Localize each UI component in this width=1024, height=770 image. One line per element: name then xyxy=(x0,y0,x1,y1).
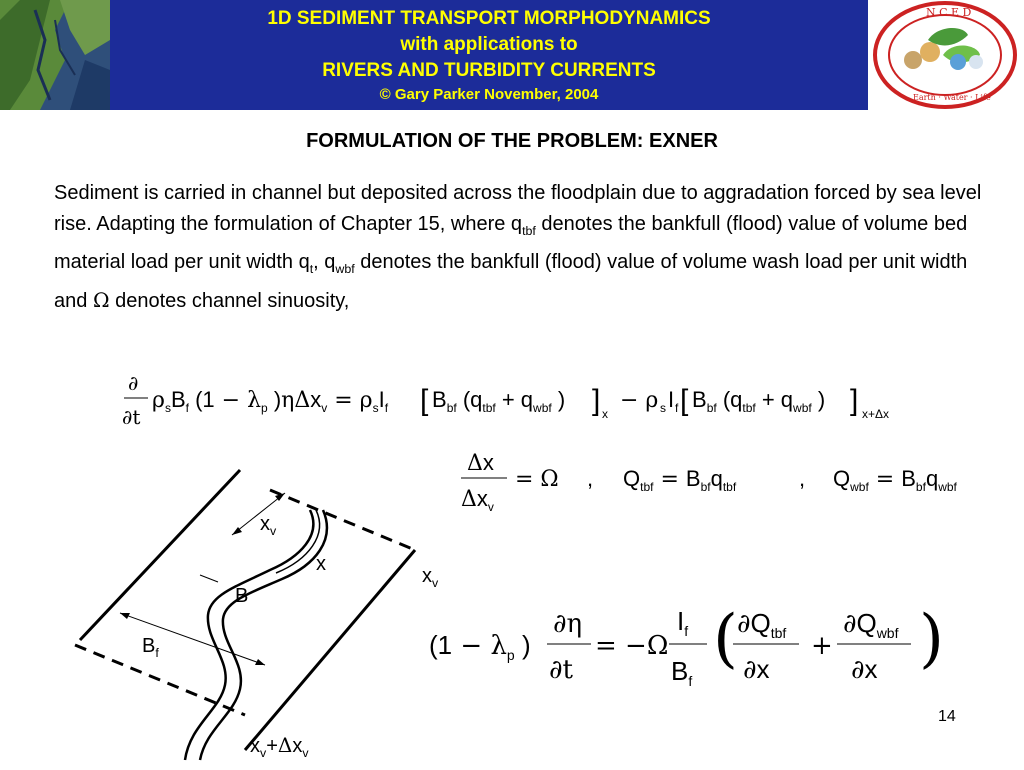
nced-logo xyxy=(868,0,1024,110)
title-band xyxy=(110,0,868,110)
svg-text:x: x xyxy=(602,407,608,421)
para-text-3: , q xyxy=(313,251,336,273)
svg-text:[: [ xyxy=(420,384,429,417)
svg-text:f: f xyxy=(675,401,679,415)
svg-text:): ) xyxy=(919,602,944,676)
svg-text:(: ( xyxy=(713,602,738,676)
exner-equation-final xyxy=(425,598,955,698)
svg-text:N C E D: N C E D xyxy=(926,6,972,19)
label-Bf: $B_f$ xyxy=(142,635,159,660)
para-sub-tbf: tbf xyxy=(522,224,536,238)
svg-text:ρsBf (1 − λp )ηΔxv = ρsIf: $\rho_sB_f$ ($1 - \lambda_p$ )$\eta\Delta x_v = \rho_sI_f$ xyxy=(152,387,389,415)
label-xv-top: $x_v$ xyxy=(260,513,277,538)
label-B: B xyxy=(235,585,249,607)
svg-text:]: ] xyxy=(850,384,859,417)
svg-text:Qwbf = Bbfqwbf: $Q_{wbf} = B_{bf}q_{wbf}$ xyxy=(833,466,957,494)
svg-text:]: ] xyxy=(592,384,601,417)
svg-text:Qtbf = Bbfqtbf: $Q_{tbf} = B_{bf}q_{tbf}$ xyxy=(623,466,737,494)
label-xv-right: $x_v$ xyxy=(422,565,439,590)
svg-text:= Ω: = Ω xyxy=(515,467,559,492)
svg-text:= −Ω: = −Ω xyxy=(595,631,669,661)
header-title-line-3: RIVERS AND TURBIDITY CURRENTS xyxy=(322,60,656,81)
para-text-4: denotes the bankfull (flood) value of volume wash load per unit width and xyxy=(54,251,968,312)
label-x: x xyxy=(316,553,326,575)
svg-text:,: , xyxy=(587,466,594,491)
para-text-5: denotes channel sinuosity, xyxy=(109,290,350,312)
body-paragraph xyxy=(54,178,994,317)
svg-text:,: , xyxy=(799,466,806,491)
definitions-equation xyxy=(455,448,1015,523)
omega-symbol: Ω xyxy=(92,288,110,312)
svg-text:+: + xyxy=(811,631,833,661)
svg-text:∂x: ∂x xyxy=(851,654,878,685)
svg-text:∂x: ∂x xyxy=(743,654,770,685)
svg-text:Δx: Δx xyxy=(467,450,494,476)
svg-text:∂Qwbf: $\partial Q_{wbf}$ xyxy=(843,608,899,641)
svg-text:∂: ∂ xyxy=(128,371,139,395)
slide-header xyxy=(0,0,1024,110)
slide-heading: FORMULATION OF THE PROBLEM: EXNER xyxy=(306,130,718,152)
svg-text:x+Δx: x+Δx xyxy=(862,407,890,421)
satellite-delta-image xyxy=(0,0,110,110)
para-sub-wbf: wbf xyxy=(335,262,355,276)
svg-text:Δxv: $\Delta x_v$ xyxy=(461,486,494,514)
header-title-line-2: with applications to xyxy=(400,34,578,55)
header-title-line-1: 1D SEDIMENT TRANSPORT MORPHODYNAMICS xyxy=(267,8,711,29)
para-text-2: denotes the bankfull (flood) value of volume bed material load per unit width q xyxy=(54,213,968,273)
svg-text:∂t: ∂t xyxy=(549,655,573,685)
svg-text:∂t: ∂t xyxy=(122,405,141,429)
svg-text:s: s xyxy=(660,401,666,415)
svg-text:∂η: ∂η xyxy=(553,609,583,639)
svg-text:If: $I_f$ xyxy=(677,606,689,639)
para-sub-t: t xyxy=(309,262,314,276)
svg-text:Bbf (qtbf + qwbf ): $B_{bf}$ ($q_{tbf} + q_{wbf}$ ) xyxy=(432,387,566,415)
label-xv-plus-dxv: $x_v+\Delta x_v$ xyxy=(250,733,309,760)
floodplain-diagram xyxy=(60,465,460,765)
svg-text:[: [ xyxy=(680,384,689,417)
svg-text:Earth · Water · Life: Earth · Water · Life xyxy=(913,93,991,102)
svg-text:Bbf (qtbf + qwbf ): $B_{bf}$ ($q_{tbf} + q_{wbf}$ ) xyxy=(692,387,826,415)
svg-text:I: I xyxy=(668,387,675,412)
svg-text:Bf: $B_f$ xyxy=(671,656,693,689)
para-text-1: Sediment is carried in channel but deposited across the floodplain due to aggradation forced by sea level rise. Adapting the formulation of Chapter 15, where q xyxy=(54,182,982,235)
header-copyright: © Gary Parker November, 2004 xyxy=(379,86,599,103)
exner-equation-main xyxy=(120,368,920,443)
svg-text:− ρ: − ρ xyxy=(620,388,659,413)
svg-text:∂Qtbf: $\partial Q_{tbf}$ xyxy=(737,608,787,641)
page-number: 14 xyxy=(938,708,956,725)
svg-text:(1 − λp ): ($1 - \lambda_p$ ) xyxy=(429,630,531,663)
